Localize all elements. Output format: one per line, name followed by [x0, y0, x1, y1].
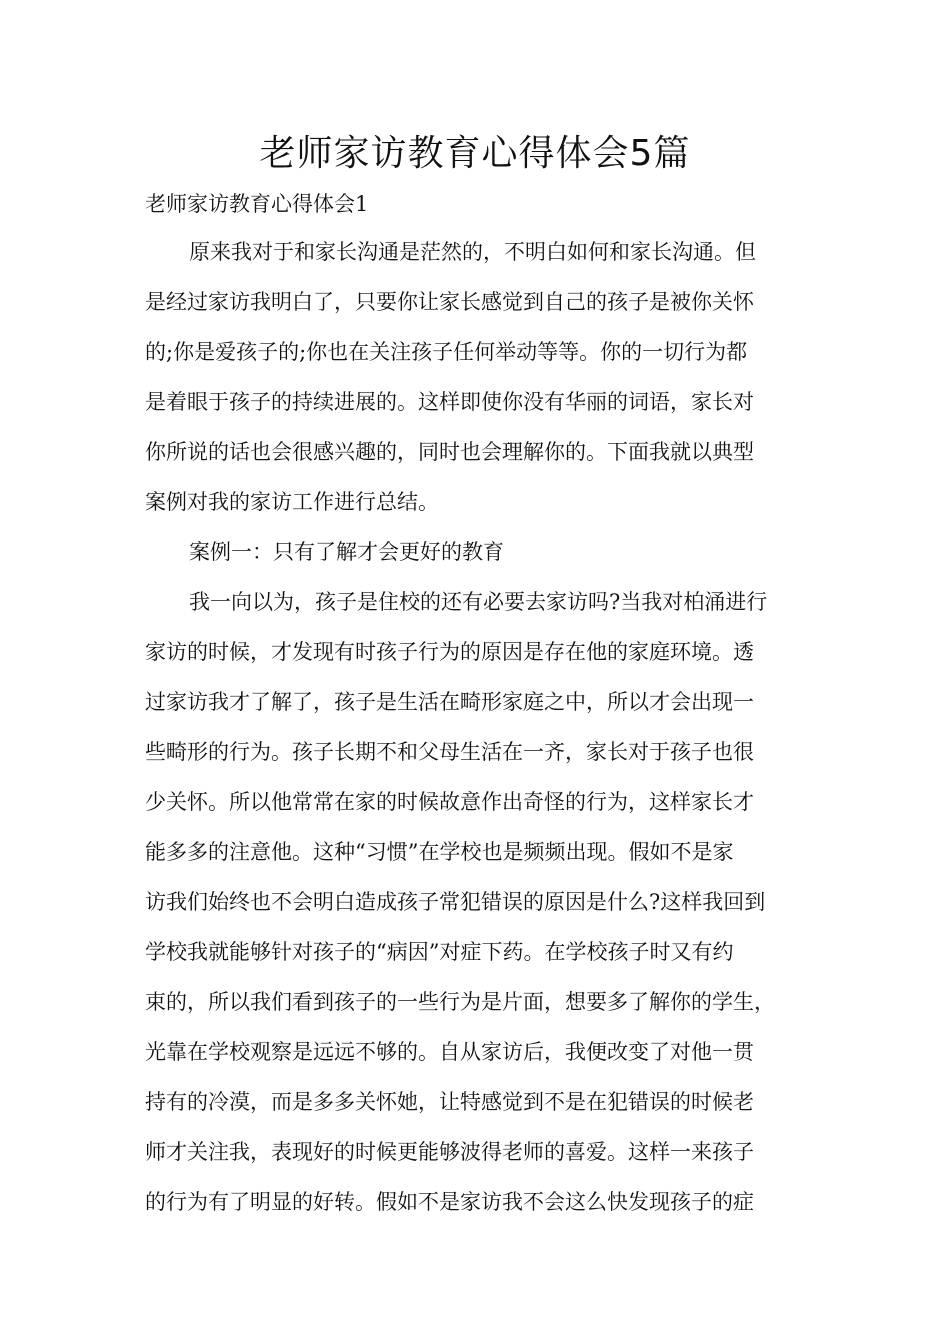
paragraph-line: 些畸形的行为。孩子长期不和父母生活在一齐，家长对于孩子也很	[145, 740, 754, 764]
paragraph-line: 束的，所以我们看到孩子的一些行为是片面，想要多了解你的学生，	[145, 990, 775, 1014]
paragraph-line: 是着眼于孩子的持续进展的。这样即使你没有华丽的词语，家长对	[145, 390, 754, 414]
paragraph-line: 过家访我才了解了，孩子是生活在畸形家庭之中，所以才会出现一	[145, 690, 754, 714]
paragraph-line: 能多多的注意他。这种“习惯”在学校也是频频出现。假如不是家	[145, 840, 734, 864]
paragraph-line: 师才关注我，表现好的时候更能够波得老师的喜爱。这样一来孩子	[145, 1140, 754, 1164]
paragraph-line: 的行为有了明显的好转。假如不是家访我不会这么快发现孩子的症	[145, 1190, 754, 1214]
paragraph-line: 家访的时候，才发现有时孩子行为的原因是存在他的家庭环境。透	[145, 640, 754, 664]
case-heading: 案例一：只有了解才会更好的教育	[189, 540, 504, 564]
paragraph-line: 案例对我的家访工作进行总结。	[145, 490, 439, 514]
paragraph-line: 光靠在学校观察是远远不够的。自从家访后，我便改变了对他一贯	[145, 1040, 754, 1064]
paragraph-line: 学校我就能够针对孩子的“病因”对症下药。在学校孩子时又有约	[145, 940, 734, 964]
paragraph-line: 我一向以为，孩子是住校的还有必要去家访吗?当我对柏涌进行	[189, 590, 768, 614]
paragraph-line: 少关怀。所以他常常在家的时候故意作出奇怪的行为，这样家长才	[145, 790, 754, 814]
paragraph-line: 的;你是爱孩子的;你也在关注孩子任何举动等等。你的一切行为都	[145, 340, 748, 364]
paragraph-line: 访我们始终也不会明白造成孩子常犯错误的原因是什么?这样我回到	[145, 890, 766, 914]
document-title: 老师家访教育心得体会5篇	[259, 133, 691, 174]
paragraph-line: 你所说的话也会很感兴趣的，同时也会理解你的。下面我就以典型	[145, 440, 754, 464]
paragraph-line: 是经过家访我明白了，只要你让家长感觉到自己的孩子是被你关怀	[145, 290, 754, 314]
section-heading: 老师家访教育心得体会1	[145, 192, 369, 216]
paragraph-line: 原来我对于和家长沟通是茫然的，不明白如何和家长沟通。但	[189, 240, 756, 264]
paragraph-line: 持有的冷漠，而是多多关怀她，让特感觉到不是在犯错误的时候老	[145, 1090, 754, 1114]
